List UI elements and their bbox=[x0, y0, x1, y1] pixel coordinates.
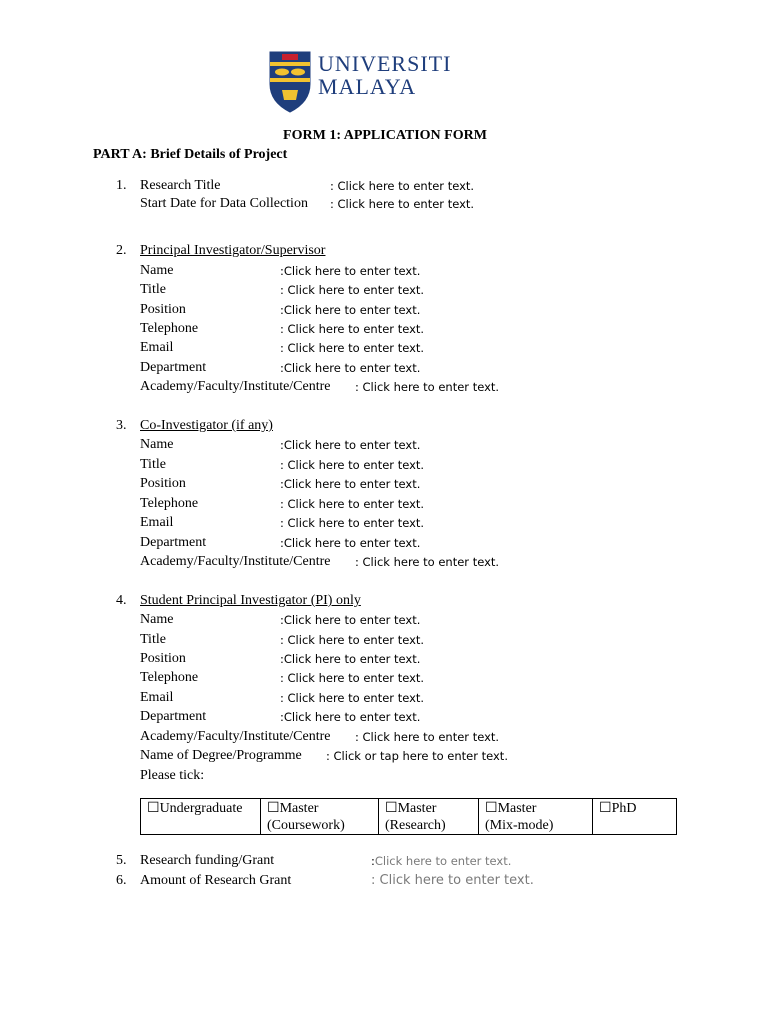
student-department-field[interactable]: :Click here to enter text. bbox=[280, 710, 421, 724]
checkbox-icon[interactable]: ☐ bbox=[267, 801, 280, 816]
checkbox-icon[interactable]: ☐ bbox=[599, 801, 612, 816]
research-funding-field[interactable] bbox=[371, 853, 511, 869]
pi-telephone-label: Telephone bbox=[140, 321, 199, 336]
form-title: FORM 1: APPLICATION FORM bbox=[283, 128, 487, 143]
section3-heading: Co-Investigator (if any) bbox=[140, 418, 273, 433]
degree-programme-field[interactable]: : Click or tap here to enter text. bbox=[326, 749, 508, 763]
coi-position-field[interactable]: :Click here to enter text. bbox=[280, 477, 421, 491]
logo-line2: MALAYA bbox=[318, 74, 417, 99]
student-email-label: Email bbox=[140, 690, 174, 705]
option-label: Master bbox=[497, 801, 537, 816]
option-phd[interactable] bbox=[593, 799, 677, 835]
pi-position-label: Position bbox=[140, 302, 186, 317]
section2-number: 2. bbox=[116, 243, 127, 258]
university-logo bbox=[268, 50, 478, 116]
degree-options-table bbox=[140, 798, 677, 835]
pi-academy-field[interactable]: : Click here to enter text. bbox=[355, 380, 500, 394]
section4-number: 4. bbox=[116, 593, 127, 608]
degree-programme-label: Name of Degree/Programme bbox=[140, 748, 302, 763]
coi-email-label: Email bbox=[140, 515, 174, 530]
pi-academy-label: Academy/Faculty/Institute/Centre bbox=[140, 379, 331, 394]
option-sublabel: (Mix-mode) bbox=[485, 818, 554, 833]
student-email-field[interactable]: : Click here to enter text. bbox=[280, 691, 425, 705]
pi-title-label: Title bbox=[140, 282, 166, 297]
option-label: Master bbox=[279, 801, 319, 816]
start-date-label: Start Date for Data Collection bbox=[140, 196, 308, 211]
student-department-label: Department bbox=[140, 709, 207, 724]
colon-separator: : bbox=[371, 854, 375, 868]
research-funding-label: Research funding/Grant bbox=[140, 853, 275, 868]
option-label: PhD bbox=[611, 801, 637, 816]
coi-department-field[interactable]: :Click here to enter text. bbox=[280, 536, 421, 550]
pi-telephone-field[interactable]: : Click here to enter text. bbox=[280, 322, 425, 336]
pi-department-field[interactable]: :Click here to enter text. bbox=[280, 361, 421, 375]
option-master-coursework[interactable] bbox=[261, 799, 379, 835]
option-label: Undergraduate bbox=[159, 801, 243, 816]
coi-telephone-field[interactable]: : Click here to enter text. bbox=[280, 497, 425, 511]
coi-name-field[interactable]: :Click here to enter text. bbox=[280, 438, 421, 452]
start-date-field[interactable]: : Click here to enter text. bbox=[330, 197, 475, 211]
part-a-heading: PART A: Brief Details of Project bbox=[93, 147, 288, 162]
coi-email-field[interactable]: : Click here to enter text. bbox=[280, 516, 425, 530]
checkbox-icon[interactable]: ☐ bbox=[485, 801, 498, 816]
pi-department-label: Department bbox=[140, 360, 207, 375]
research-title-label: Research Title bbox=[140, 178, 221, 193]
option-undergraduate[interactable] bbox=[141, 799, 261, 835]
pi-email-field[interactable]: : Click here to enter text. bbox=[280, 341, 425, 355]
option-sublabel: (Coursework) bbox=[267, 818, 345, 833]
checkbox-icon[interactable]: ☐ bbox=[385, 801, 398, 816]
student-name-label: Name bbox=[140, 612, 174, 627]
checkbox-icon[interactable]: ☐ bbox=[147, 801, 160, 816]
grant-amount-label: Amount of Research Grant bbox=[140, 873, 292, 888]
student-academy-field[interactable]: : Click here to enter text. bbox=[355, 730, 500, 744]
coi-academy-field[interactable]: : Click here to enter text. bbox=[355, 555, 500, 569]
student-telephone-field[interactable]: : Click here to enter text. bbox=[280, 671, 425, 685]
student-position-label: Position bbox=[140, 651, 186, 666]
section1-number: 1. bbox=[116, 178, 127, 193]
option-label: Master bbox=[397, 801, 437, 816]
section2-heading: Principal Investigator/Supervisor bbox=[140, 243, 326, 258]
section4-heading: Student Principal Investigator (PI) only bbox=[140, 593, 361, 608]
coi-position-label: Position bbox=[140, 476, 186, 491]
coi-name-label: Name bbox=[140, 437, 174, 452]
coi-department-label: Department bbox=[140, 535, 207, 550]
student-telephone-label: Telephone bbox=[140, 670, 199, 685]
please-tick-label: Please tick: bbox=[140, 768, 205, 783]
section6-number: 6. bbox=[116, 873, 127, 888]
coi-title-label: Title bbox=[140, 457, 166, 472]
option-master-research[interactable] bbox=[379, 799, 479, 835]
pi-name-label: Name bbox=[140, 263, 174, 278]
shield-crest-icon bbox=[268, 50, 312, 114]
pi-name-field[interactable]: :Click here to enter text. bbox=[280, 264, 421, 278]
student-position-field[interactable]: :Click here to enter text. bbox=[280, 652, 421, 666]
pi-title-field[interactable]: : Click here to enter text. bbox=[280, 283, 425, 297]
coi-title-field[interactable]: : Click here to enter text. bbox=[280, 458, 425, 472]
research-title-field[interactable]: : Click here to enter text. bbox=[330, 179, 475, 193]
coi-telephone-label: Telephone bbox=[140, 496, 199, 511]
option-sublabel: (Research) bbox=[385, 818, 446, 833]
student-academy-label: Academy/Faculty/Institute/Centre bbox=[140, 729, 331, 744]
student-title-field[interactable]: : Click here to enter text. bbox=[280, 633, 425, 647]
grant-amount-field[interactable]: : Click here to enter text. bbox=[371, 873, 534, 888]
pi-position-field[interactable]: :Click here to enter text. bbox=[280, 303, 421, 317]
pi-email-label: Email bbox=[140, 340, 174, 355]
section5-number: 5. bbox=[116, 853, 127, 868]
research-funding-placeholder: Click here to enter text. bbox=[374, 854, 512, 868]
coi-academy-label: Academy/Faculty/Institute/Centre bbox=[140, 554, 331, 569]
option-master-mixmode[interactable] bbox=[479, 799, 593, 835]
student-name-field[interactable]: :Click here to enter text. bbox=[280, 613, 421, 627]
section3-number: 3. bbox=[116, 418, 127, 433]
student-title-label: Title bbox=[140, 632, 166, 647]
logo-line1: UNIVERSITI bbox=[318, 51, 452, 76]
